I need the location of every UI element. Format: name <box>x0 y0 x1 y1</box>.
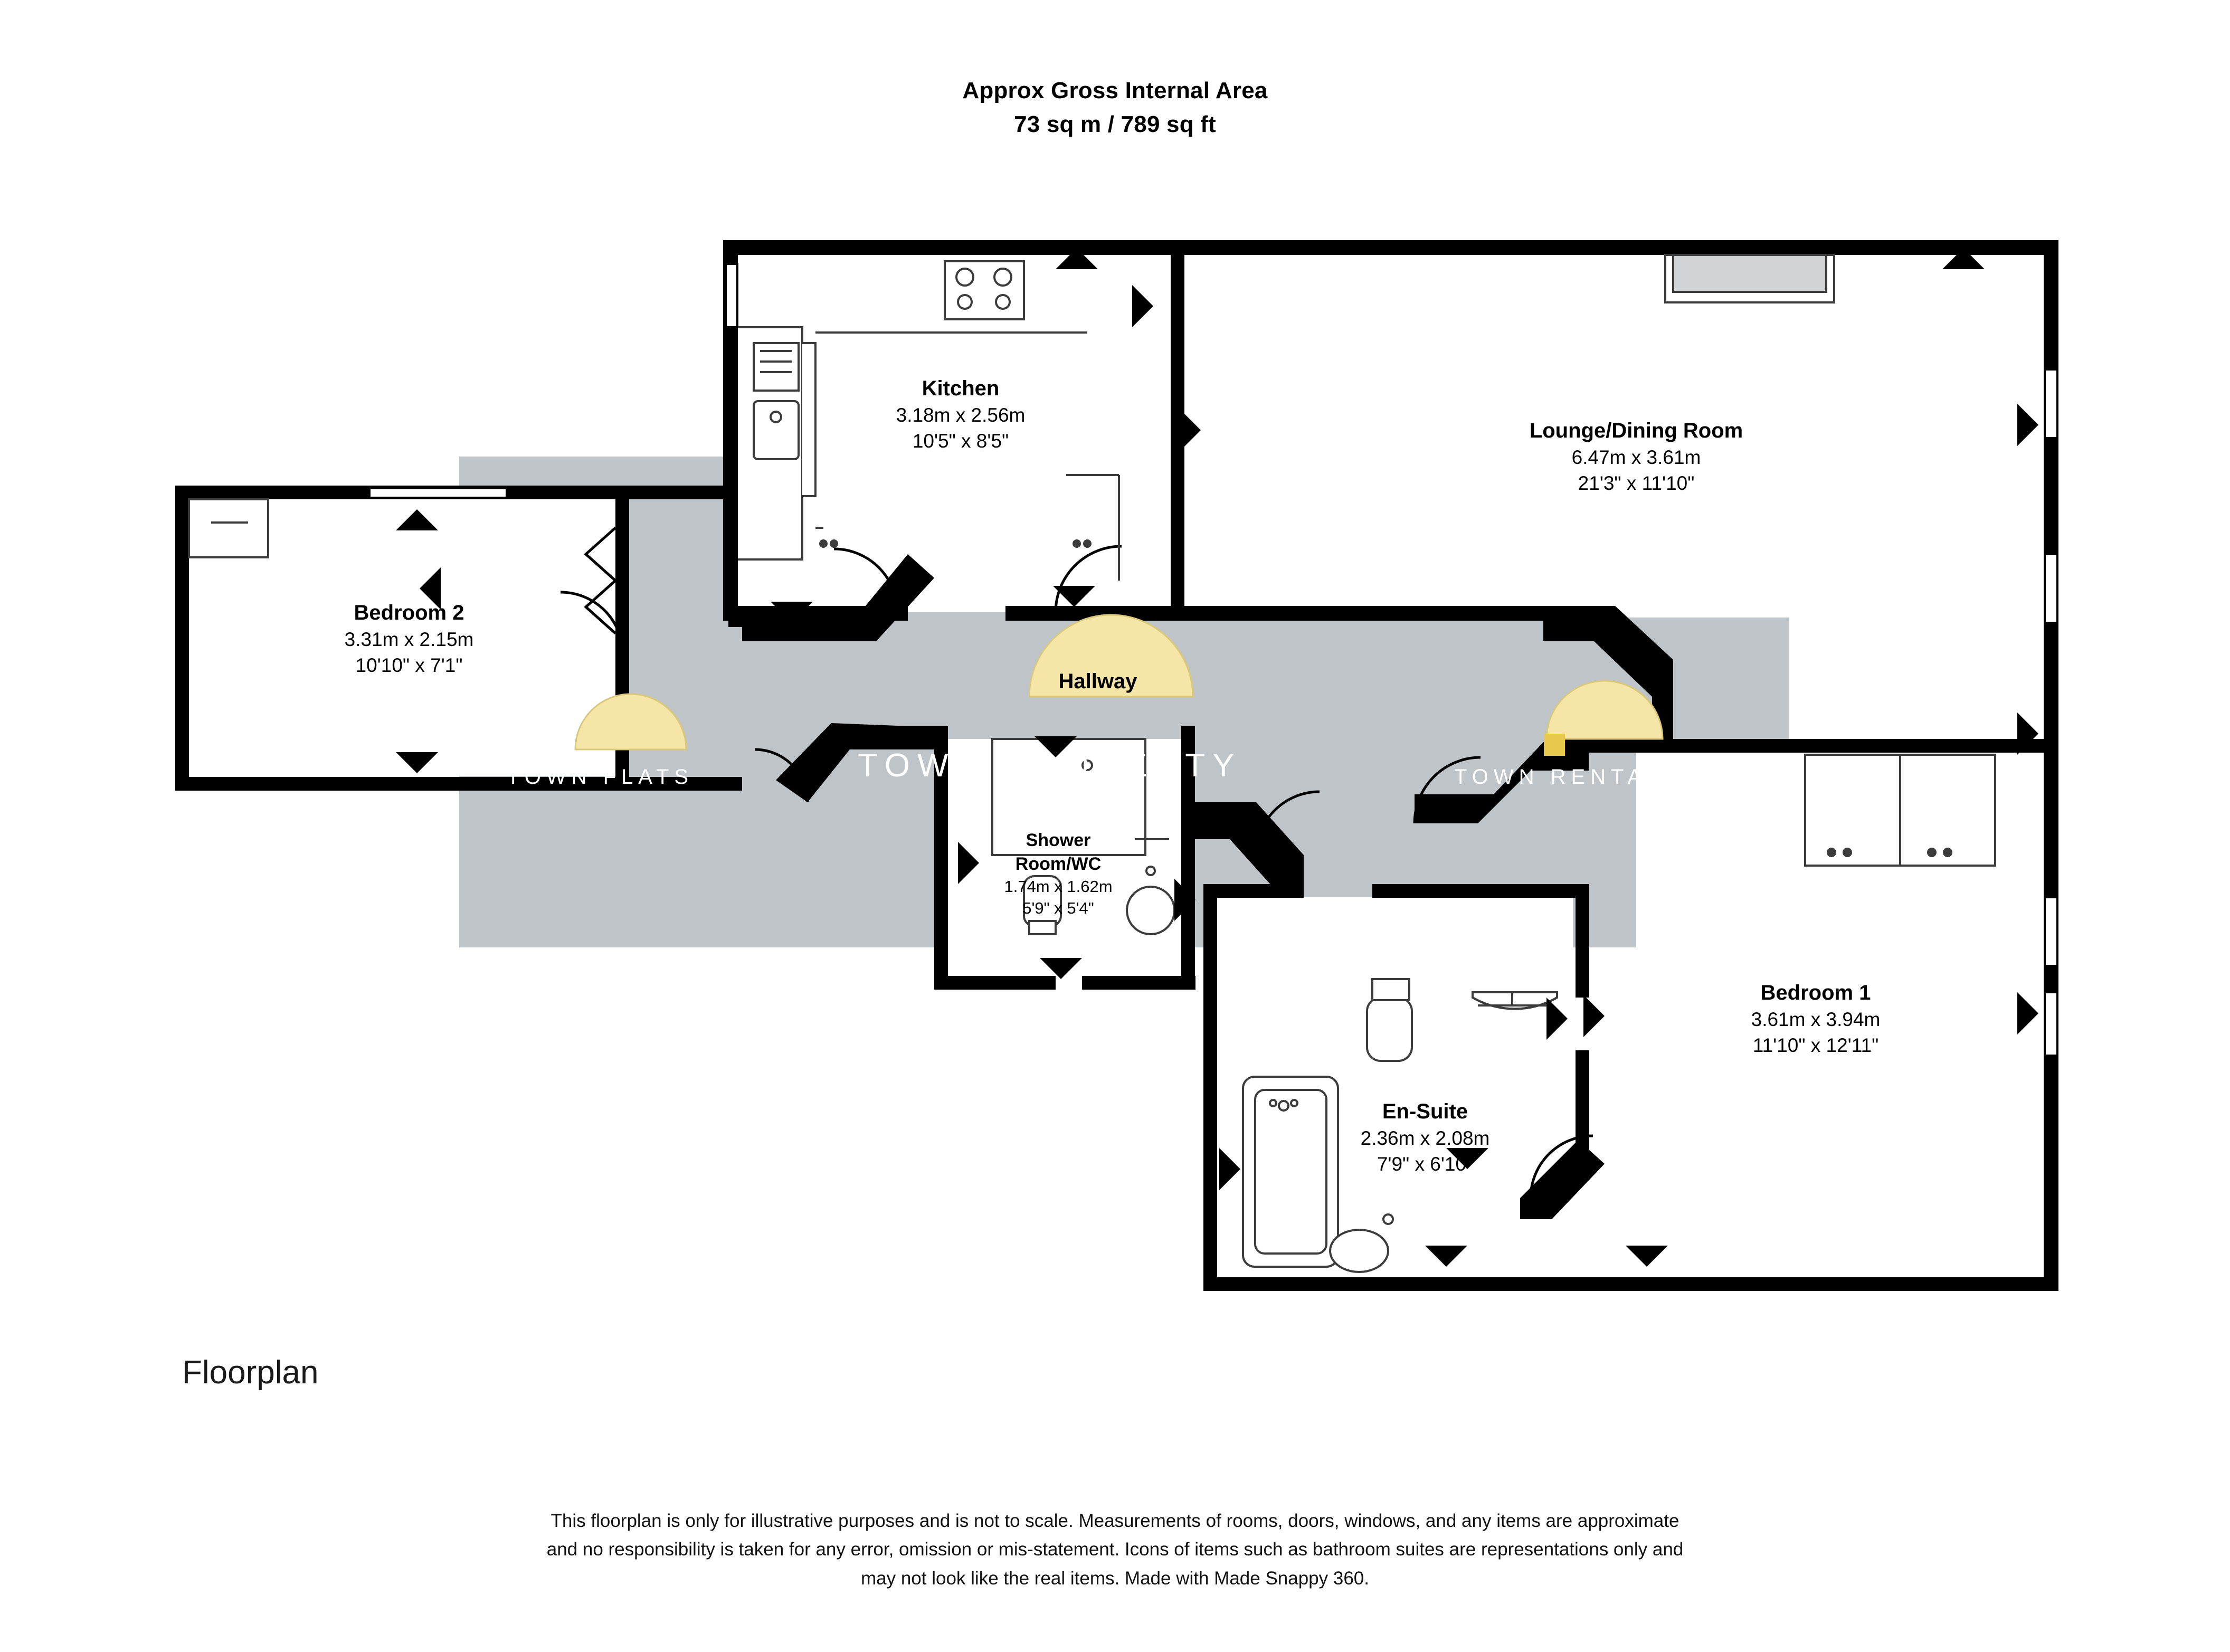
room-dim-metric-kitchen: 3.18m x 2.56m <box>896 404 1026 426</box>
room-name-shower-room-line2: Room/WC <box>1015 853 1102 874</box>
room-dim-metric-bedroom-2: 3.31m x 2.15m <box>344 628 474 650</box>
disclaimer-line-1: This floorplan is only for illustrative purposes and is not to scale. Measurements of rooms, doors, windows, and any items are approximate <box>551 1511 1679 1531</box>
room-name-kitchen: Kitchen <box>922 377 1000 400</box>
room-name-lounge-dining: Lounge/Dining Room <box>1529 419 1743 442</box>
room-dim-imperial-lounge-dining: 21'3" x 11'10" <box>1578 472 1695 494</box>
area-value: 73 sq m / 789 sq ft <box>1014 111 1216 137</box>
watermark-left: TOWN FLATS <box>507 765 694 789</box>
room-dim-metric-en-suite: 2.36m x 2.08m <box>1360 1127 1490 1149</box>
watermark-center: TOWN PROPERTY <box>858 747 1242 784</box>
watermark-right: TOWN RENTALS <box>1454 765 1684 789</box>
room-dim-imperial-bedroom-1: 11'10" x 12'11" <box>1752 1034 1879 1056</box>
room-dim-imperial-shower-room: 5'9" x 5'4" <box>1022 898 1094 917</box>
room-dim-imperial-kitchen: 10'5" x 8'5" <box>912 430 1009 452</box>
room-name-bedroom-1: Bedroom 1 <box>1760 981 1871 1004</box>
disclaimer <box>0 1507 2230 1593</box>
room-name-en-suite: En-Suite <box>1382 1100 1468 1123</box>
room-dim-imperial-en-suite: 7'9" x 6'10" <box>1377 1153 1474 1175</box>
disclaimer-line-2: and no responsibility is taken for any error, omission or mis-statement. Icons of items such as bathroom suites are representations only and <box>546 1539 1684 1560</box>
room-dim-imperial-bedroom-2: 10'10" x 7'1" <box>355 654 463 676</box>
bedroom2-fittings <box>189 499 268 557</box>
room-dim-metric-shower-room: 1.74m x 1.62m <box>1004 877 1113 896</box>
page-title: Floorplan <box>182 1354 319 1391</box>
area-title: Approx Gross Internal Area <box>962 78 1268 103</box>
room-name-bedroom-2: Bedroom 2 <box>354 601 464 624</box>
room-name-hallway: Hallway <box>1058 670 1137 693</box>
disclaimer-line-3: may not look like the real items. Made with Made Snappy 360. <box>861 1568 1369 1589</box>
room-dim-metric-lounge-dining: 6.47m x 3.61m <box>1571 446 1701 468</box>
room-dim-metric-bedroom-1: 3.61m x 3.94m <box>1751 1008 1881 1030</box>
room-name-shower-room-line1: Shower <box>1026 830 1091 850</box>
bedroom1-fittings <box>1805 755 1995 866</box>
